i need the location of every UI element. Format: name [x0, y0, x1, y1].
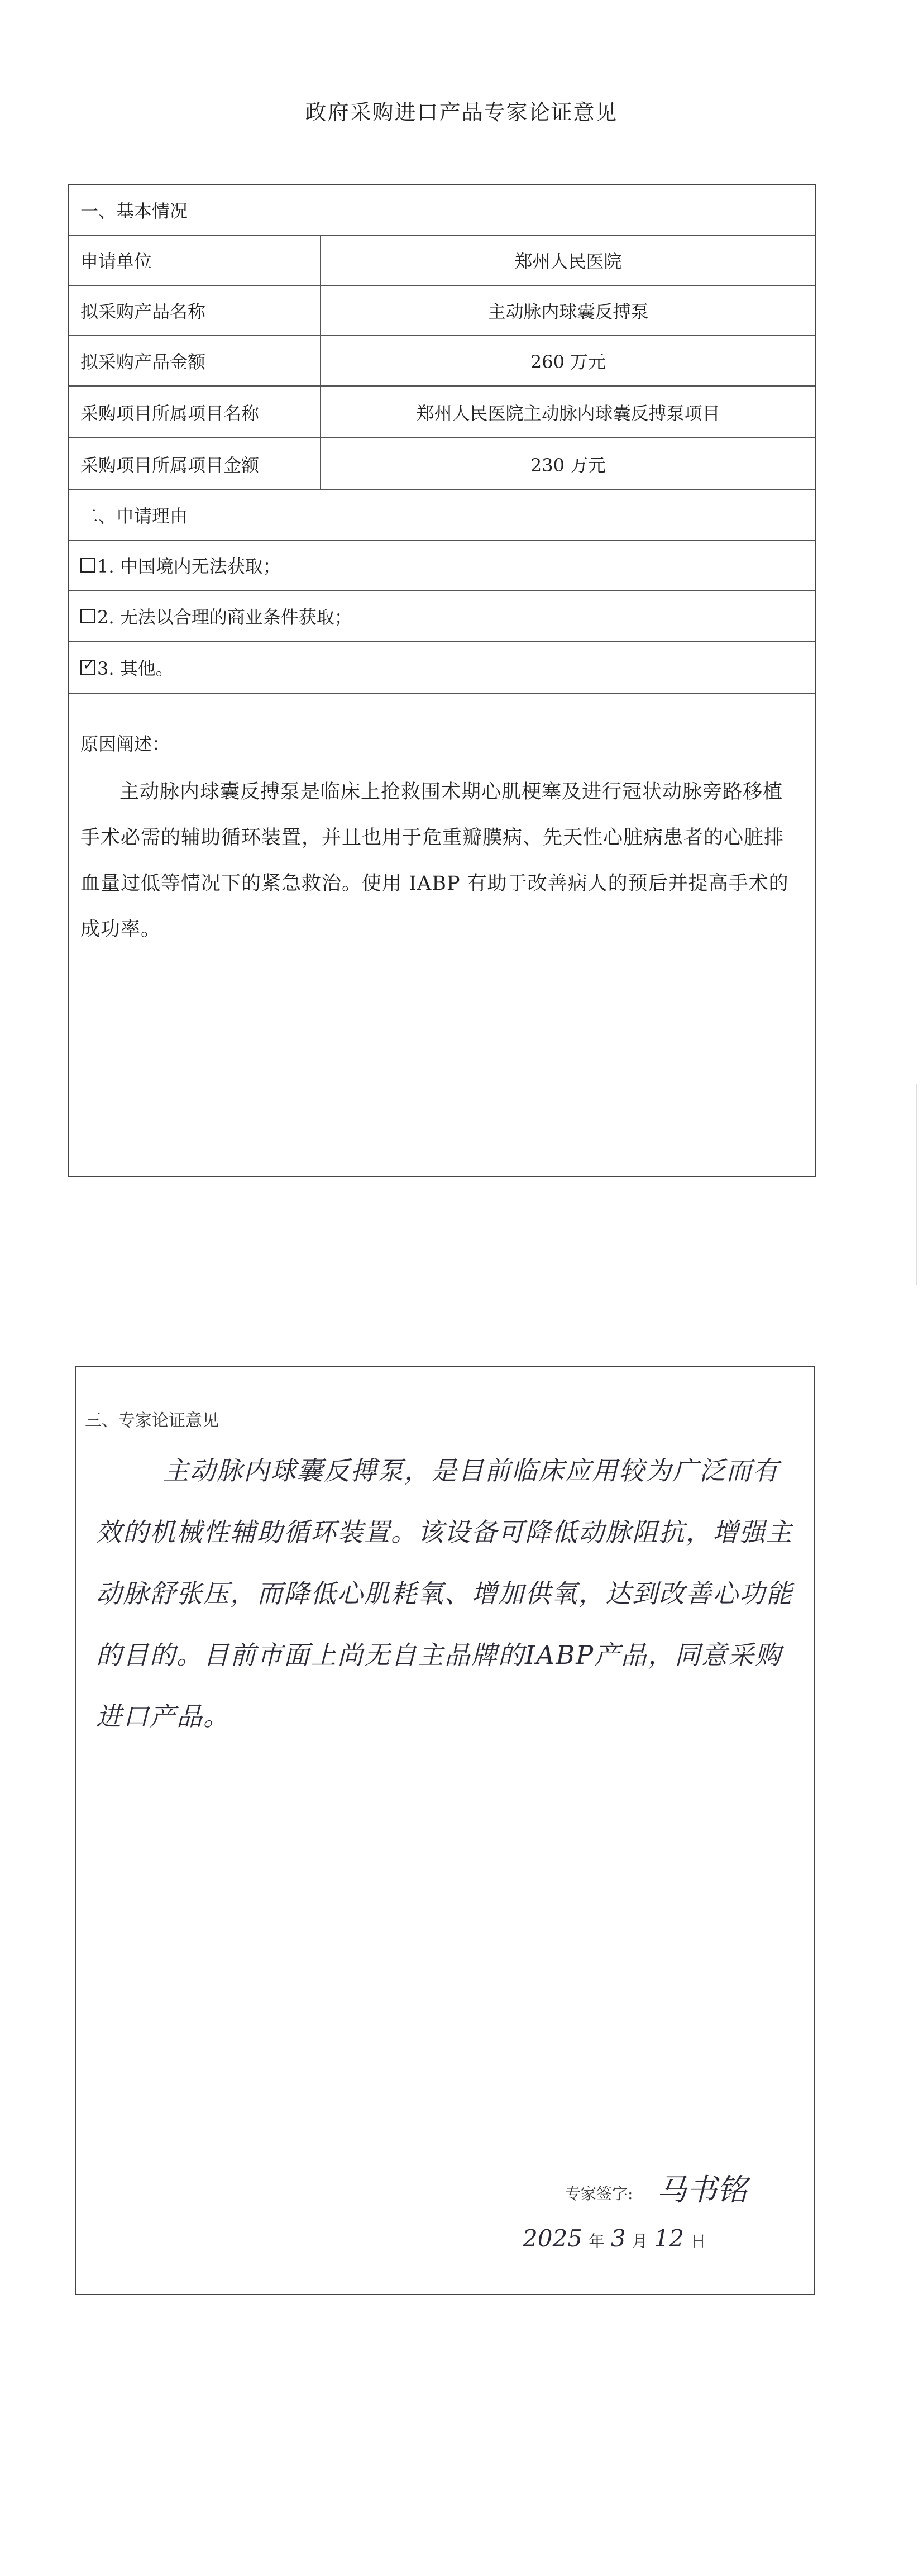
row-label: 采购项目所属项目金额: [69, 438, 321, 489]
section-heading-row: [69, 490, 815, 541]
reason-heading: 原因阐述：: [80, 733, 170, 755]
row-label: 拟采购产品金额: [69, 336, 321, 385]
section-heading: 三、专家论证意见: [85, 1411, 219, 1430]
checkbox-icon: [80, 558, 95, 573]
page-title: 政府采购进口产品专家论证意见: [305, 100, 618, 125]
option-cell: [69, 541, 815, 590]
table-row: [69, 438, 815, 490]
date-year-suffix: 年: [589, 2232, 605, 2250]
handwritten-opinion: 主动脉内球囊反搏泵，是目前临床应用较为广泛而有效的机械性辅助循环装置。该设备可降低动脉阻抗，增强主动脉舒张压，而降低心肌耗氧、增加供氧，达到改善心功能的目的。目前市面上尚无自主品牌的IABP产品，同意采购进口产品。: [96, 1456, 793, 1731]
reason-text: 主动脉内球囊反搏泵是临床上抢救围术期心肌梗塞及进行冠状动脉旁路移植手术必需的辅助循环装置，并且也用于危重瓣膜病、先天性心脏病患者的心脏排血量过低等情况下的紧急救治。使用 IABP 有助于改善病人的预后并提高手术的成功率。: [80, 781, 789, 941]
date-month-suffix: 月: [632, 2232, 648, 2250]
table-row: [69, 286, 815, 336]
expert-signature: 马书铭: [657, 2172, 747, 2207]
row-label: 采购项目所属项目名称: [69, 387, 321, 437]
date-year: 2025: [523, 2225, 582, 2252]
row-value: 郑州人民医院主动脉内球囊反搏泵项目: [416, 402, 720, 424]
table-row: [69, 387, 815, 438]
row-value: 260 万元: [530, 351, 606, 373]
option-row: [69, 541, 815, 591]
table-row: [69, 236, 815, 286]
expert-opinion-box: [75, 1366, 815, 2295]
signature-label: 专家签字:: [565, 2184, 633, 2203]
row-value: 郑州人民医院: [514, 251, 622, 272]
checkbox-icon: [80, 609, 95, 623]
option-cell: [69, 591, 815, 641]
date-day: 12: [654, 2225, 684, 2252]
section-heading-row: [69, 185, 815, 236]
basic-info-table: [68, 184, 816, 1177]
scan-edge-line: [916, 1084, 917, 1285]
option-label: 1. 中国境内无法获取；: [97, 556, 281, 577]
signature-date: [523, 2225, 706, 2252]
row-label: 拟采购产品名称: [69, 286, 321, 335]
option-row: [69, 591, 815, 642]
checked-checkbox-icon: [80, 660, 95, 675]
row-value: 230 万元: [530, 454, 606, 476]
option-label: 3. 其他。: [97, 658, 174, 679]
option-label: 2. 无法以合理的商业条件获取；: [97, 607, 352, 628]
row-label: 申请单位: [69, 236, 321, 285]
date-day-suffix: 日: [690, 2232, 706, 2250]
date-month: 3: [610, 2225, 626, 2252]
option-cell: [69, 642, 815, 693]
row-value: 主动脉内球囊反搏泵: [487, 301, 649, 322]
section-heading: 一、基本情况: [80, 201, 188, 222]
option-row: [69, 642, 815, 694]
table-row: [69, 336, 815, 387]
section-heading: 二、申请理由: [80, 505, 188, 527]
